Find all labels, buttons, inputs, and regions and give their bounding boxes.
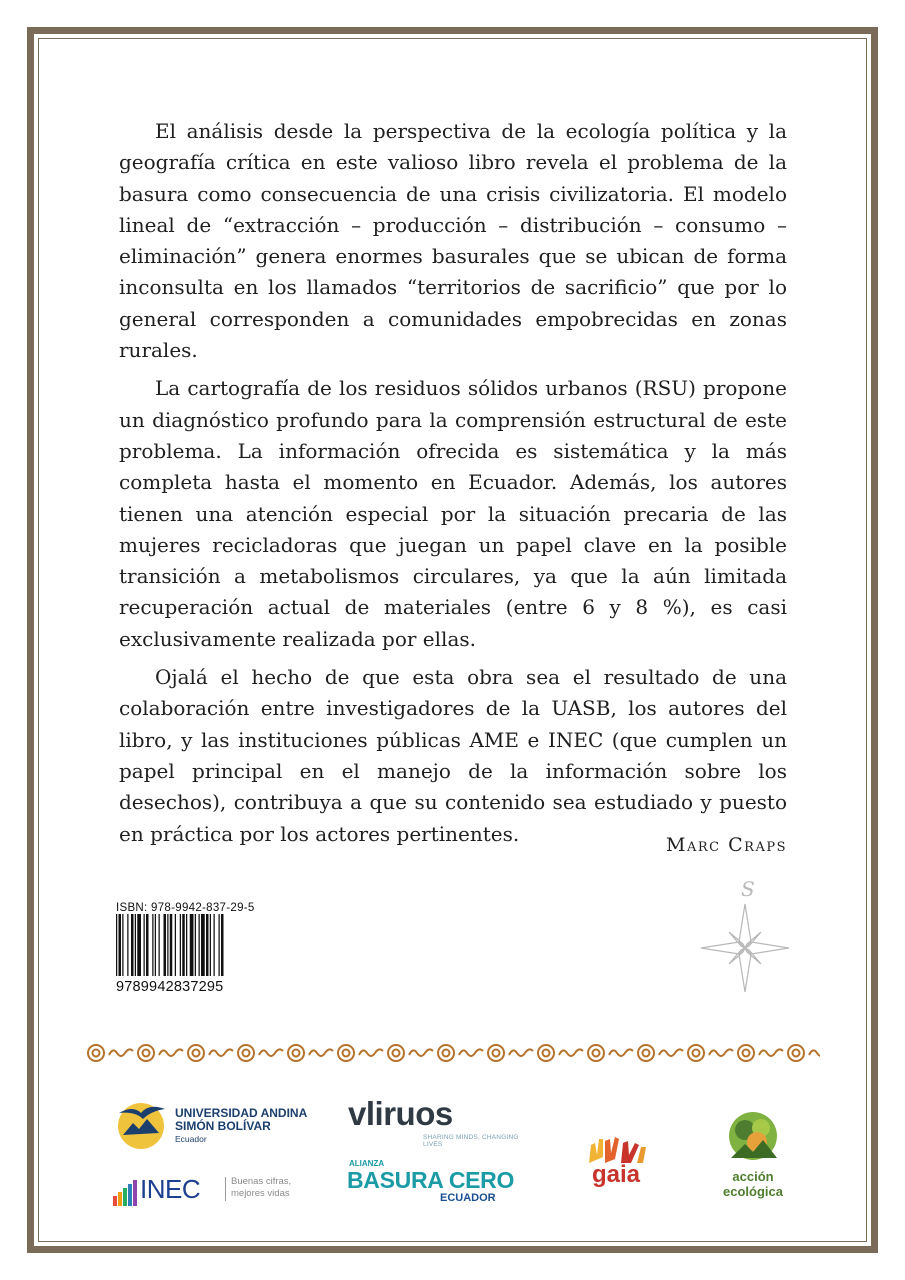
inec-tagline-line-2: mejores vidas xyxy=(231,1188,290,1199)
spiral-motif xyxy=(109,1049,133,1056)
basura-name: BASURA CERO xyxy=(347,1167,515,1193)
spiral-motif xyxy=(438,1045,454,1061)
spiral-motif xyxy=(188,1045,204,1061)
spiral-motif xyxy=(238,1045,254,1061)
spiral-motif xyxy=(309,1049,333,1056)
vliruos-name: vliruos xyxy=(348,1095,453,1132)
barcode-bar xyxy=(122,914,123,976)
spiral-motif xyxy=(688,1045,704,1061)
barcode-bar xyxy=(180,914,181,976)
uasb-condor-icon xyxy=(115,1099,167,1151)
spiral-motif xyxy=(338,1045,354,1061)
spiral-motif xyxy=(209,1049,233,1056)
barcode-bar xyxy=(146,914,149,976)
spiral-motif xyxy=(259,1049,283,1056)
spiral-motif xyxy=(759,1049,783,1056)
barcode-bar xyxy=(201,914,205,976)
isbn-barcode xyxy=(116,902,256,995)
spiral-motif xyxy=(809,1049,820,1056)
spiral-motif xyxy=(659,1049,683,1056)
spiral-motif xyxy=(138,1045,154,1061)
logo-vliruos xyxy=(348,1095,538,1148)
logo-accion-ecologica xyxy=(708,1108,798,1200)
barcode-bar xyxy=(116,914,117,976)
spiral-motif xyxy=(88,1045,104,1061)
barcode-bar xyxy=(131,914,134,976)
barcode-bar xyxy=(170,914,173,976)
spiral-motif xyxy=(788,1045,804,1061)
spiral-motif xyxy=(638,1045,654,1061)
spiral-motif xyxy=(459,1049,483,1056)
vliruos-tagline: SHARING MINDS, CHANGING LIVES xyxy=(423,1134,519,1148)
inec-tagline-line-1: Buenas cifras, xyxy=(231,1176,292,1187)
spiral-motif xyxy=(509,1049,533,1056)
barcode-bar xyxy=(199,914,200,976)
barcode-digits: 9789942837295 xyxy=(116,979,224,995)
barcode-bar xyxy=(206,914,209,976)
spiral-motif xyxy=(609,1049,633,1056)
spiral-motif xyxy=(559,1049,583,1056)
barcode-bar xyxy=(221,914,224,976)
accion-line-2: ecológica xyxy=(723,1184,783,1199)
spiral-motif xyxy=(538,1045,554,1061)
barcode-bar xyxy=(119,914,122,976)
inec-tagline xyxy=(231,1176,291,1200)
barcode-bar xyxy=(190,914,194,976)
logo-gaia xyxy=(583,1135,653,1205)
spiral-motif xyxy=(159,1049,183,1056)
logo-inec xyxy=(113,1172,313,1208)
spiral-motif xyxy=(409,1049,433,1056)
barcode-bar xyxy=(127,914,128,976)
barcode-bar xyxy=(144,914,145,976)
barcode-bar xyxy=(167,914,168,976)
paragraph-3: Ojalá el hecho de que esta obra sea el resultado de una colaboración entre investigadores de la UASB, los autores del libro, y las instituciones públicas AME e INEC (que cumplen un papel principal en el manejo de la información sobre los desechos), contribuya a que su contenido sea estudiado y puesto en práctica por los actores pertinentes. xyxy=(119,665,787,846)
basura-alianza: ALIANZA xyxy=(349,1159,385,1168)
accion-line-1: acción xyxy=(732,1169,774,1184)
accion-tree-icon xyxy=(723,1108,783,1168)
paragraph-2: La cartografía de los residuos sólidos urbanos (RSU) propone un diagnóstico profundo para la comprensión estructural de este problema. La información ofrecida es sistemática y la más completa hasta el momento en Ecuador. Además, los autores tienen una atención especial por la situación precaria de las mujeres recicladoras que juegan un papel clave en la posible transición a metabolismos circulares, ya que la aún limitada recuperación actual de materiales (entre 6 y 8 %), es casi exclusivamente realizada por ellas. xyxy=(119,376,787,651)
barcode-bar xyxy=(214,914,215,976)
uasb-name: UNIVERSIDAD ANDINA SIMÓN BOLÍVAR xyxy=(175,1106,307,1133)
spiral-motif xyxy=(359,1049,383,1056)
barcode-bar xyxy=(219,914,220,976)
logo-basura-cero xyxy=(347,1158,547,1210)
spiral-motif xyxy=(738,1045,754,1061)
inec-name: INEC xyxy=(140,1174,201,1204)
paragraph-1: El análisis desde la perspectiva de la ecología política y la geografía crítica en este valioso libro revela el problema de la basura como consecuencia de una crisis civilizatoria. El modelo lineal de “extracción – producción – distribución – consumo – eliminación” genera enormes basurales que se ubican de forma inconsulta en los llamados “territorios de sacrificio” que por lo general corresponden a comunidades empobrecidas en zonas rurales. xyxy=(119,119,787,363)
barcode-bar xyxy=(195,914,196,976)
inec-divider xyxy=(225,1177,226,1201)
barcode-bar xyxy=(159,914,160,976)
barcode-bar xyxy=(182,914,185,976)
compass-rose-icon xyxy=(697,876,793,998)
isbn-label: ISBN: 978-9942-837-29-5 xyxy=(116,902,255,914)
basura-country: ECUADOR xyxy=(440,1192,496,1204)
barcode-bar xyxy=(152,914,153,976)
uasb-country: Ecuador xyxy=(175,1134,207,1144)
barcode-bar xyxy=(186,914,187,976)
author-signature: Marc Craps xyxy=(666,834,787,856)
spiral-motif xyxy=(388,1045,404,1061)
decorative-spiral-border xyxy=(85,1042,820,1064)
barcode-bar xyxy=(137,914,141,976)
barcode-bars xyxy=(116,914,256,976)
barcode-bar xyxy=(135,914,136,976)
barcode-bar xyxy=(210,914,211,976)
spiral-motif xyxy=(288,1045,304,1061)
spiral-motif xyxy=(488,1045,504,1061)
logo-universidad-andina xyxy=(115,1097,315,1153)
gaia-name: gaia xyxy=(592,1161,641,1188)
spiral-motif xyxy=(709,1049,733,1056)
blurb-text xyxy=(119,116,787,857)
inec-bars-icon xyxy=(113,1180,137,1206)
barcode-bar xyxy=(175,914,176,976)
svg-text:S: S xyxy=(741,877,755,901)
spiral-motif xyxy=(588,1045,604,1061)
barcode-bar xyxy=(155,914,156,976)
barcode-bar xyxy=(164,914,167,976)
